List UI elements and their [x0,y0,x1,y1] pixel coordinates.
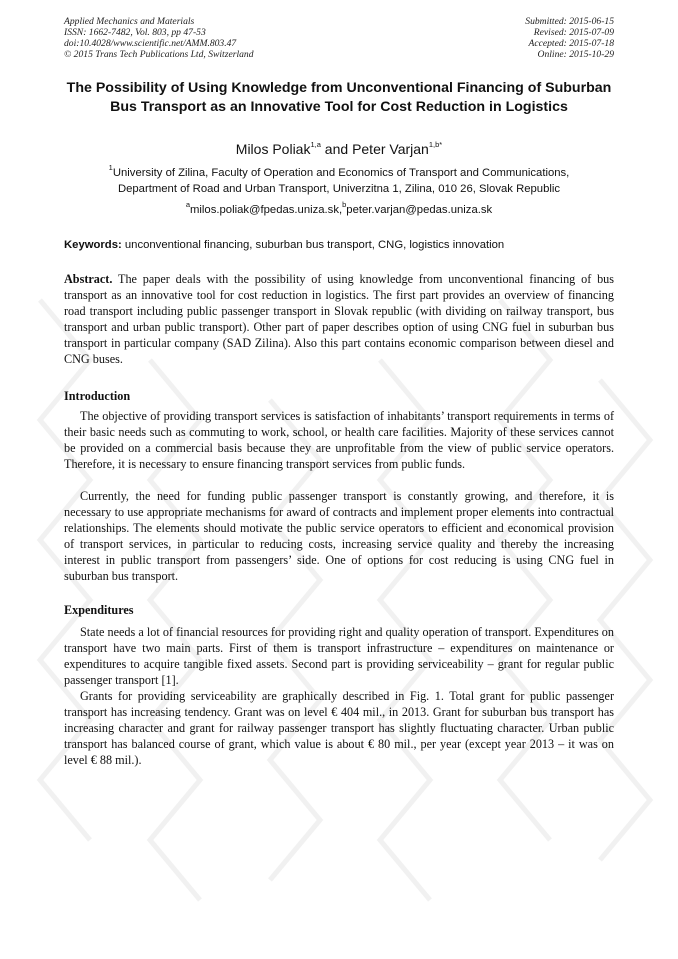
journal-name: Applied Mechanics and Materials [64,16,195,27]
email-mark: a [185,200,190,210]
accepted-date: Accepted: 2015-07-18 [528,38,614,49]
keywords-label: Keywords: [64,239,122,251]
introduction-paragraph-1: The objective of providing transport services is satisfaction of inhabitants’ transport requirements in terms of their basic needs such as commuting to work, school, or health care facilities. Majority of these services cannot be provided on a commercial basis because they are unprofitable from the view of public service operators. Therefore, it is necessary to ensure financing transport services from public funds. [64,409,614,471]
section-heading-introduction: Introduction [64,389,131,403]
affiliation-mark: 1 [108,163,113,173]
keywords [64,238,614,253]
email-link[interactable]: milos.poliak@fpedas.uniza.sk, [190,204,343,216]
expenditures-paragraph-2: Grants for providing serviceability are graphically described in Fig. 1. Total grant for public passenger transport has increasing tendency. Grant was on level € 404 mil., in 2013. Grant for suburban bus transport has increasing character and grant for railway passenger transport has slightly fluctuating character. Urban public transport has balanced course of grant, which value is about € 80 mil., per year (except year 2013 – it was on level € 88 mil.). [64,689,614,767]
affiliation-line-2: Department of Road and Urban Transport, Univerzitna 1, Zilina, 010 26, Slovak Republic [117,182,561,195]
doi-line: doi:10.4028/www.scientific.net/AMM.803.47 [64,38,237,49]
online-date: Online: 2015-10-29 [537,49,614,60]
journal-info [64,16,254,60]
author-affiliation-mark: 1,b* [428,140,443,150]
author-name: Peter Varjan [352,141,429,157]
publication-dates [525,16,614,60]
author-line [64,140,614,158]
affiliation [64,163,614,197]
author-emails [64,200,614,218]
abstract [64,272,614,367]
affiliation-line-1: University of Zilina, Faculty of Operation and Economics of Transport and Communications, [112,167,570,179]
keywords-text: unconventional financing, suburban bus transport, CNG, logistics innovation [121,239,505,251]
author-name: Milos Poliak [235,141,311,157]
paper-title: The Possibility of Using Knowledge from Unconventional Financing of Suburban Bus Transport as an Innovative Tool for Cost Reduction in Logistics [66,80,612,115]
email-link[interactable]: peter.varjan@pedas.uniza.sk [346,204,493,216]
abstract-text: The paper deals with the possibility of using knowledge from unconventional financing of bus transport as an innovative tool for cost reduction in logistics. The first part provides an overview of financing road transport including public passenger transport in Slovak republic (with dividing on railway transport, bus transport and urban public transport). Other part of paper describes option of using CNG fuel in suburban bus transport in particular company (SAD Zilina). Also this part contains economic comparison between diesel and CNG buses. [64,272,614,366]
copyright-line: © 2015 Trans Tech Publications Ltd, Switzerland [64,49,254,60]
introduction-paragraph-2: Currently, the need for funding public passenger transport is constantly growing, and therefore, it is necessary to use appropriate mechanisms for award of contracts and implement proper elements into contractual relationships. The elements should motivate the public service operators to efficient and economical provision of transport services, in particular to reducing costs, increasing service quality and thereby the increasing interest in public transport from passengers’ side. One of options for cost reducing is using CNG fuel in suburban bus transport. [64,489,614,583]
email-mark: b [342,200,347,210]
expenditures-paragraph-1: State needs a lot of financial resources for providing right and quality operation of transport. Expenditures on transport have two main parts. First of them is transport infrastructure – expenditures on maintenance or expenditures to acquire tangible fixed assets. Second part is providing serviceability – grant for regular public passenger transport [1]. [64,625,614,687]
revised-date: Revised: 2015-07-09 [533,27,614,38]
submitted-date: Submitted: 2015-06-15 [525,16,614,27]
author-affiliation-mark: 1,a [310,140,321,150]
author-connector: and [320,141,353,157]
section-heading-expenditures: Expenditures [64,603,134,617]
abstract-label: Abstract. [64,272,113,286]
issn-line: ISSN: 1662-7482, Vol. 803, pp 47-53 [64,27,206,38]
